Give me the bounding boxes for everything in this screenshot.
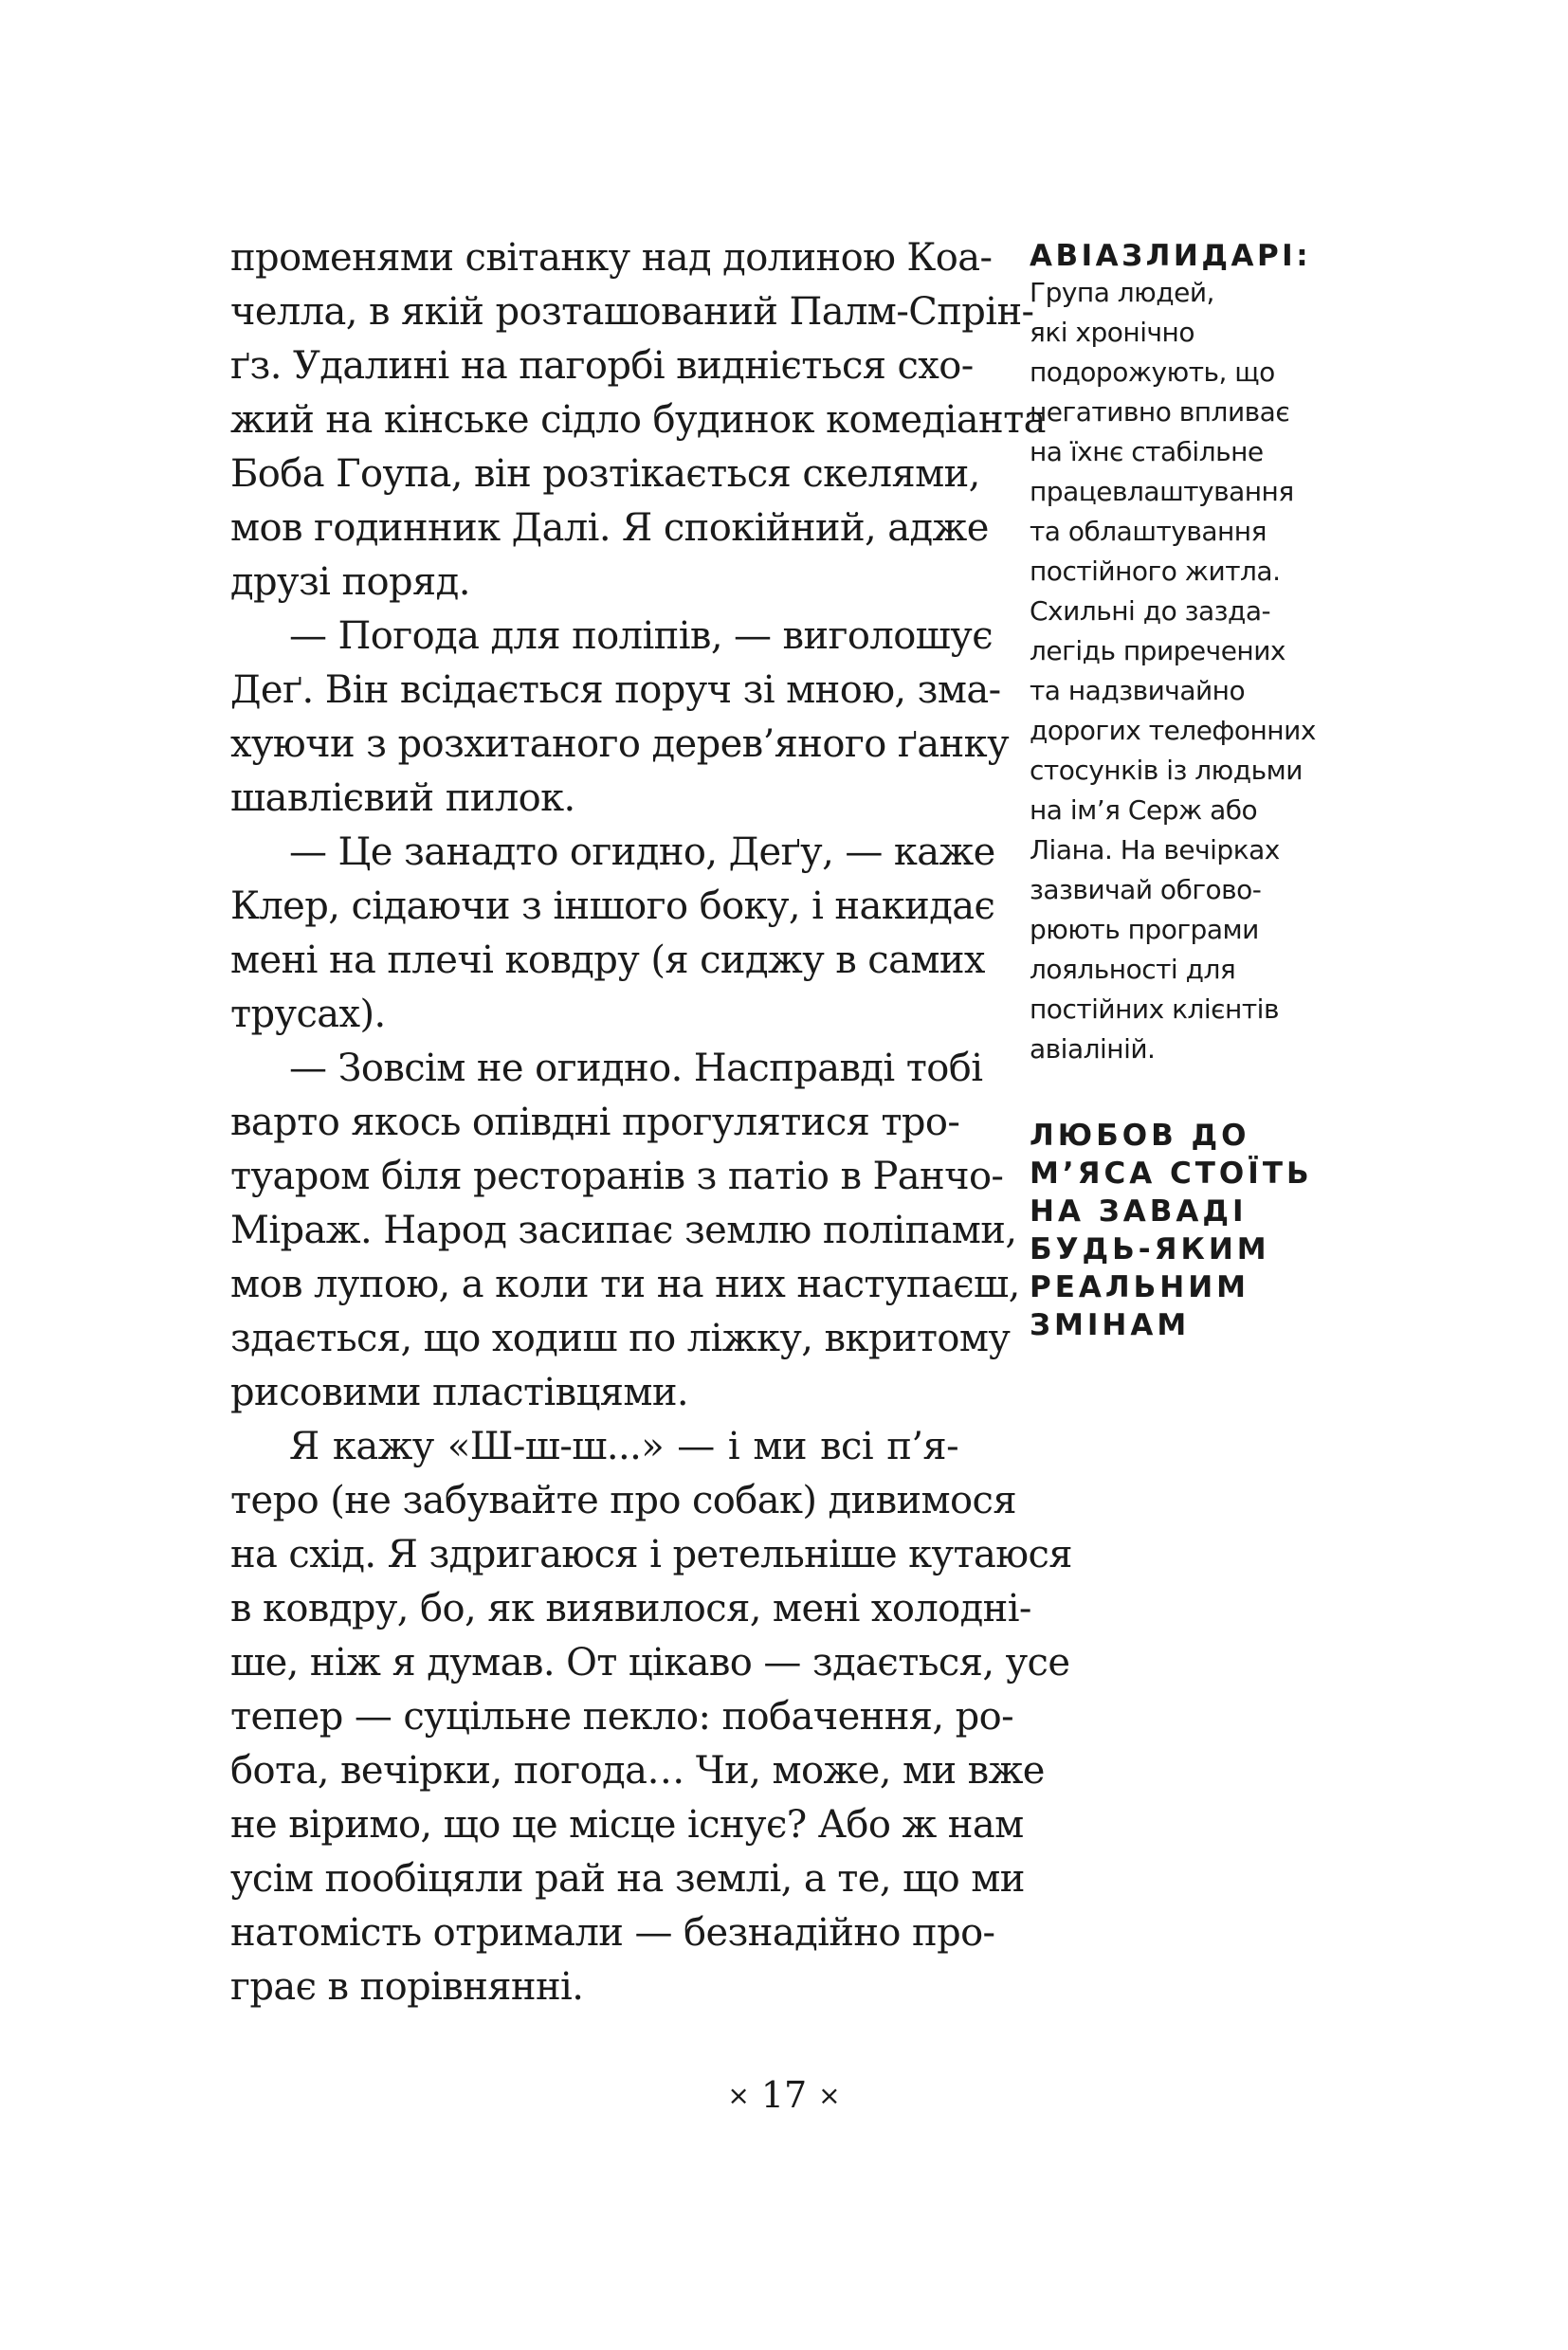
definition-line: на ім’я Серж або [1030, 794, 1258, 826]
body-line: — Це занадто огидно, Деґу, — каже [289, 830, 995, 874]
body-line: бота, вечірки, погода… Чи, може, ми вже [230, 1749, 1045, 1793]
definition-line: та облаштування [1030, 516, 1267, 547]
body-line: Деґ. Він всідається поруч зі мною, зма- [230, 668, 1001, 712]
body-line: — Зовсім не огидно. Насправді тобі [289, 1047, 983, 1090]
body-line: теро (не забувайте про собак) дивимося [230, 1479, 1016, 1522]
pull-quote [1030, 1117, 1371, 1344]
body-line: хуючи з розхитаного дерев’яного ґанку [230, 722, 1010, 766]
body-line: мов годинник Далі. Я спокійний, адже [230, 506, 989, 550]
quote-line: ЗМІНАМ [1030, 1308, 1191, 1342]
body-line: туаром біля ресторанів з патіо в Ранчо- [230, 1155, 1004, 1198]
body-line: шавлієвий пилок. [230, 776, 575, 820]
body-line: мов лупою, а коли ти на них наступаєш, [230, 1263, 1020, 1306]
body-line: трусах). [230, 993, 386, 1036]
body-line: друзі поряд. [230, 560, 470, 604]
definition-line: Група людей, [1030, 277, 1214, 308]
body-line: натомість отримали — безнадійно про- [230, 1911, 995, 1955]
folio-ornament-right: × [818, 2080, 841, 2111]
quote-line: БУДЬ-ЯКИМ [1030, 1232, 1270, 1266]
definition-line: лояльності для [1030, 954, 1236, 985]
quote-line: РЕАЛЬНИМ [1030, 1270, 1250, 1304]
body-line: здається, що ходиш по ліжку, вкритому [230, 1317, 1011, 1360]
quote-line: НА ЗАВАДІ [1030, 1194, 1248, 1229]
definition-line: зазвичай обгово- [1030, 874, 1262, 905]
definition-line: подорожують, що [1030, 356, 1275, 388]
body-line: челла, в якій розташований Палм-Спрін- [230, 290, 1034, 334]
sidebar-term: АВІАЗЛИДАРІ: [1030, 239, 1312, 273]
body-line: променями світанку над долиною Коа- [230, 236, 993, 280]
body-text [230, 231, 1072, 2014]
definition-line: рюють програми [1030, 914, 1259, 945]
body-line: на схід. Я здригаюся і ретельніше кутаюся [230, 1533, 1072, 1576]
definition-line: авіаліній. [1030, 1033, 1156, 1065]
definition-line: Ліана. На вечірках [1030, 834, 1280, 865]
sidebar [1030, 239, 1371, 1344]
definition-line: стосунків із людьми [1030, 755, 1303, 786]
quote-line: М’ЯСА СТОЇТЬ [1030, 1157, 1313, 1191]
sidebar-definition [1030, 273, 1371, 1069]
body-line: усім пообіцяли рай на землі, а те, що ми [230, 1857, 1025, 1901]
definition-line: працевлаштування [1030, 476, 1294, 507]
quote-line: ЛЮБОВ ДО [1030, 1119, 1250, 1153]
body-line: ше, ніж я думав. От цікаво — здається, усе [230, 1641, 1070, 1685]
body-line: грає в порівнянні. [230, 1965, 584, 2009]
definition-line: які хронічно [1030, 317, 1194, 348]
definition-line: на їхнє стабільне [1030, 436, 1264, 467]
definition-line: легідь приречених [1030, 635, 1285, 666]
body-line: Боба Гоупа, він розтікається скелями, [230, 452, 980, 496]
definition-line: постійного житла. [1030, 556, 1281, 587]
body-line: в ковдру, бо, як виявилося, мені холодні- [230, 1587, 1031, 1630]
body-line: Міраж. Народ засипає землю поліпами, [230, 1209, 1017, 1252]
body-line: ґз. Удалині на пагорбі видніється схо- [230, 344, 974, 388]
body-line: жий на кінське сідло будинок комедіанта [230, 398, 1046, 442]
definition-line: дорогих телефонних [1030, 715, 1316, 746]
definition-line: Схильні до зазда- [1030, 595, 1271, 627]
body-line: варто якось опівдні прогулятися тро- [230, 1101, 960, 1144]
definition-line: постійних клієнтів [1030, 993, 1279, 1025]
definition-line: негативно впливає [1030, 396, 1290, 428]
page-number: 17 [760, 2074, 808, 2116]
body-line: не віримо, що це місце існує? Або ж нам [230, 1803, 1024, 1847]
body-line: рисовими пластівцями. [230, 1371, 689, 1414]
body-line: Я кажу «Ш-ш-ш...» — і ми всі п’я- [289, 1425, 958, 1468]
page-footer [0, 2074, 1568, 2116]
body-line: Клер, сідаючи з іншого боку, і накидає [230, 884, 995, 928]
body-line: — Погода для поліпів, — виголошує [289, 614, 993, 658]
folio-ornament-left: × [727, 2080, 750, 2111]
body-line: мені на плечі ковдру (я сиджу в самих [230, 938, 985, 982]
definition-line: та надзвичайно [1030, 675, 1246, 706]
body-line: тепер — суцільне пекло: побачення, ро- [230, 1695, 1014, 1739]
